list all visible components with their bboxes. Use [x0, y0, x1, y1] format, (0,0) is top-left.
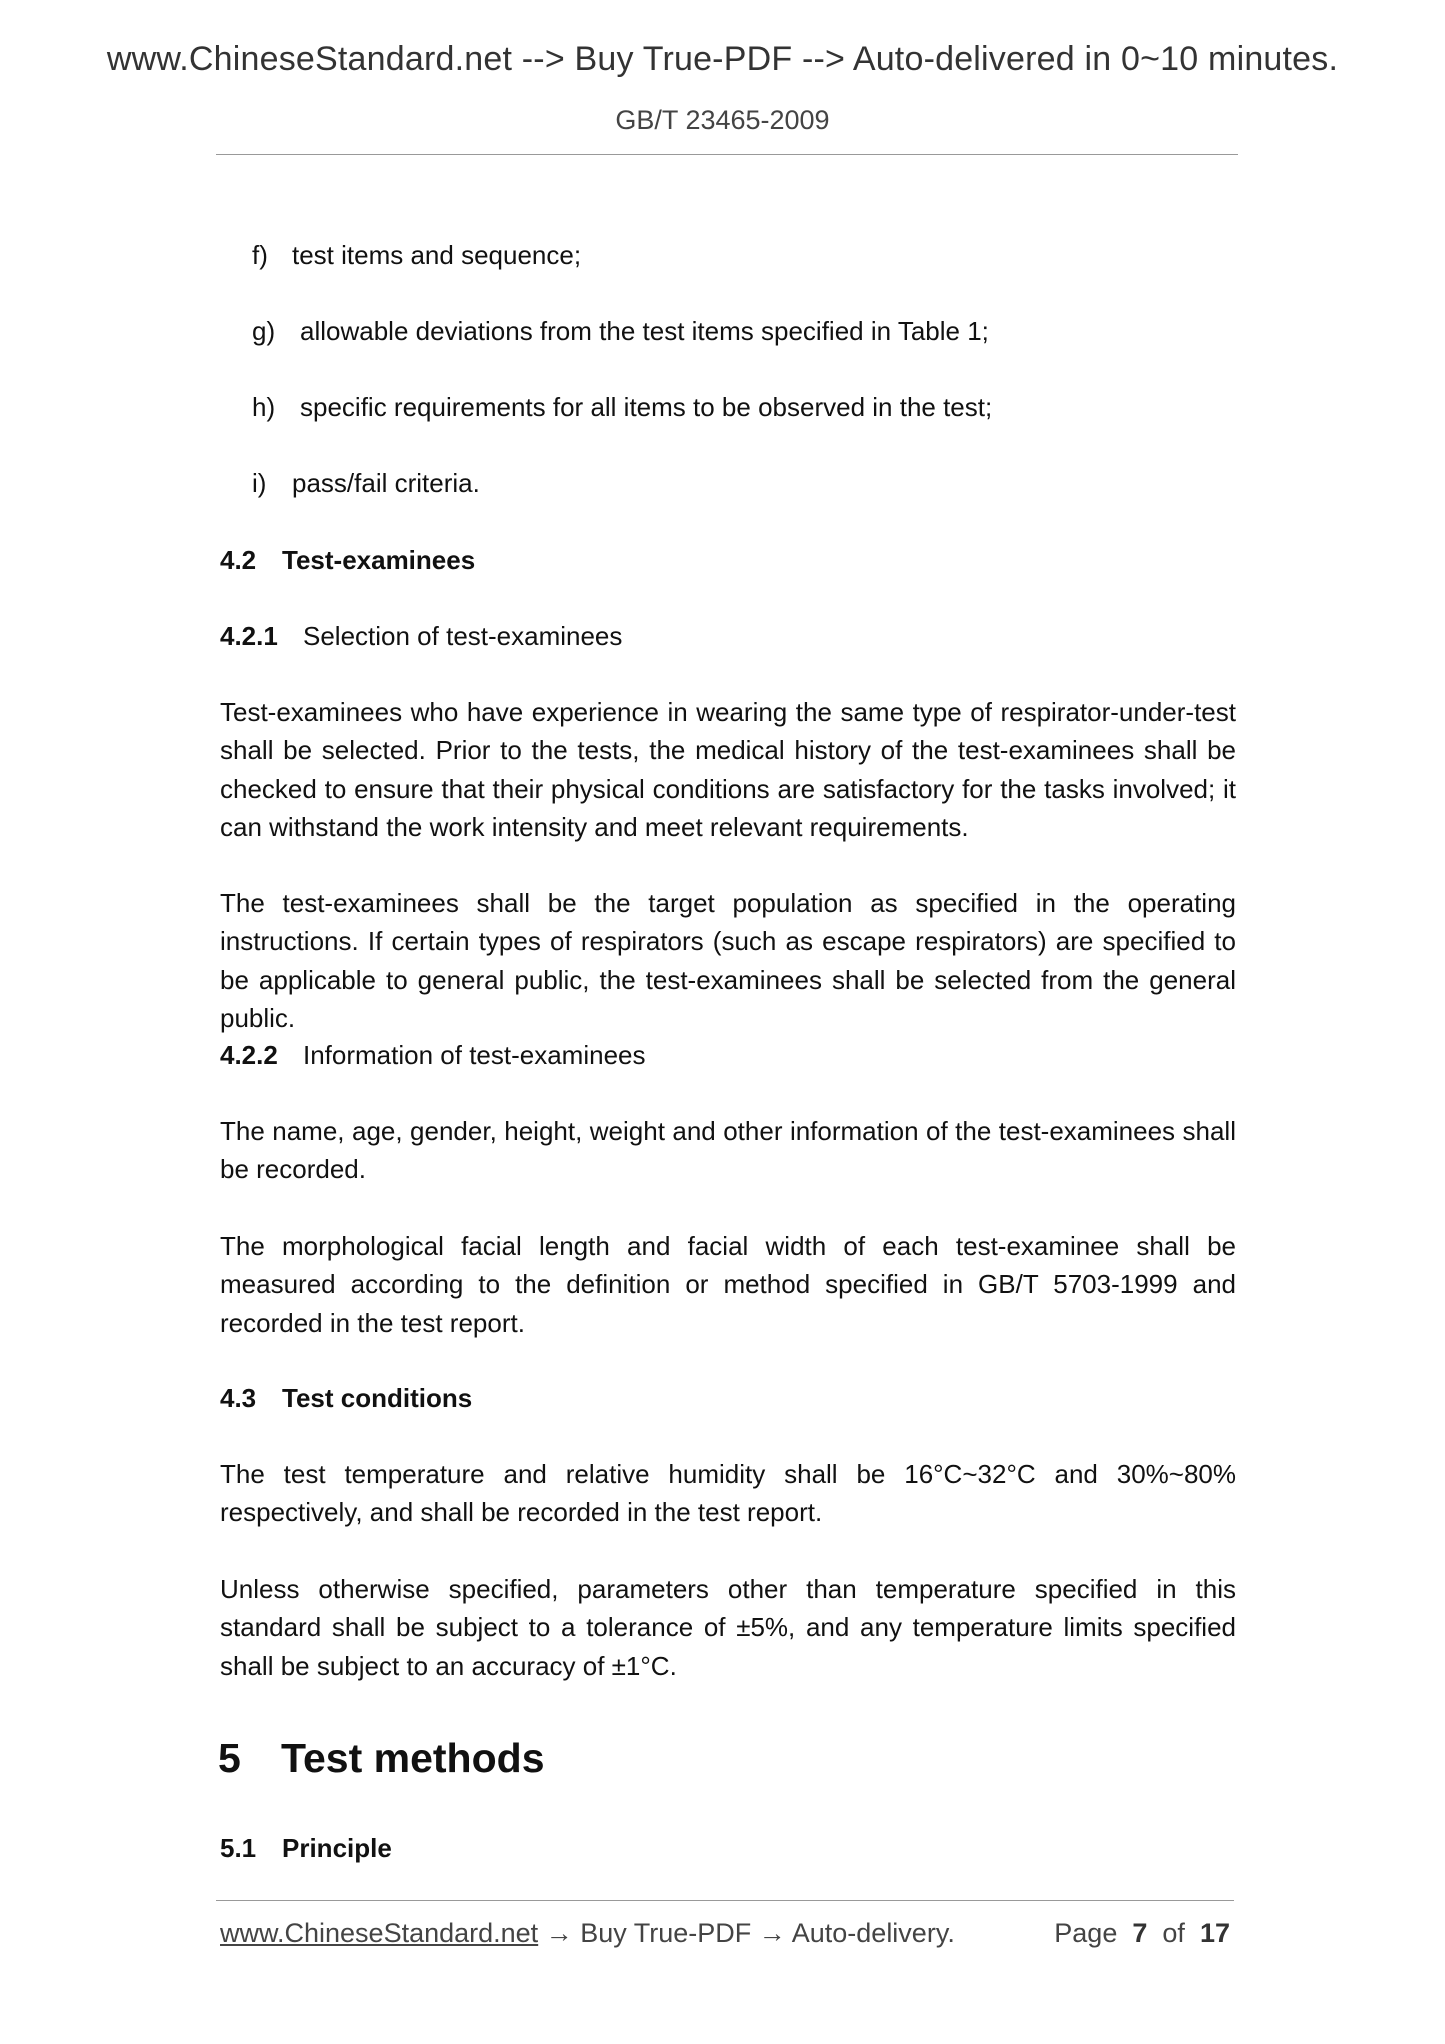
page-word: Page: [1054, 1918, 1118, 1948]
page-total: 17: [1199, 1918, 1230, 1948]
chapter-heading-5: [218, 1735, 545, 1782]
of-word: of: [1162, 1918, 1185, 1948]
list-item: [252, 468, 480, 499]
footer-divider: [216, 1900, 1234, 1901]
paragraph: The morphological facial length and facial width of each test-examinee shall be measured according to the definition or method specified in GB/T 5703-1999 and recorded in the test report.: [220, 1231, 1236, 1338]
paragraph: Test-examinees who have experience in wearing the same type of respirator-under-test shall be selected. Prior to the tests, the medical history of the test-examinees shall be checked to ensure that their physical conditions are satisfactory for the tasks involved; it can withstand the work intensity and meet relevant requirements.: [220, 697, 1236, 842]
list-text: test items and sequence;: [292, 240, 582, 270]
chapter-title: Test methods: [281, 1735, 545, 1781]
paragraph: The test-examinees shall be the target population as specified in the operating instructions. If certain types of respirators (such as escape respirators) are specified to be applicable to general public, the test-examinees shall be selected from the general public.: [220, 888, 1236, 1033]
footer-tagline: → Buy True-PDF → Auto-delivery.: [538, 1918, 955, 1948]
list-item: [252, 316, 989, 347]
section-title: Selection of test-examinees: [303, 621, 623, 651]
list-item: [252, 240, 581, 271]
section-title: Principle: [282, 1833, 392, 1863]
document-id: GB/T 23465-2009: [615, 105, 830, 135]
paragraph: Unless otherwise specified, parameters other than temperature specified in this standard shall be subject to a tolerance of ±5%, and any temperature limits specified shall be subject to an accuracy of ±1°C.: [220, 1574, 1236, 1681]
section-heading-4-3: [220, 1383, 472, 1414]
section-title: Information of test-examinees: [303, 1040, 646, 1070]
list-text: pass/fail criteria.: [292, 468, 480, 498]
section-heading-4-2: [220, 545, 475, 576]
list-marker: f): [252, 240, 268, 270]
chapter-number: 5: [218, 1735, 241, 1781]
section-number: 4.2: [220, 545, 257, 575]
list-marker: g): [252, 316, 276, 346]
list-marker: h): [252, 392, 276, 422]
paragraph: The test temperature and relative humidity shall be 16°C~32°C and 30%~80% respectively, and shall be recorded in the test report.: [220, 1459, 1236, 1528]
section-number: 4.3: [220, 1383, 257, 1413]
list-text: specific requirements for all items to be observed in the test;: [300, 392, 993, 422]
section-number: 4.2.2: [220, 1040, 278, 1070]
page-footer: [220, 1918, 1236, 1949]
section-number: 5.1: [220, 1833, 257, 1863]
section-heading-4-2-1: [220, 621, 622, 652]
section-title: Test conditions: [282, 1383, 473, 1413]
section-heading-4-2-2: [220, 1040, 646, 1071]
section-number: 4.2.1: [220, 621, 278, 651]
page-number: 7: [1132, 1918, 1148, 1948]
top-banner: www.ChineseStandard.net --> Buy True-PDF --> Auto-delivered in 0~10 minutes.: [106, 40, 1339, 78]
page-indicator: [1054, 1918, 1230, 1949]
header-divider: [216, 154, 1238, 155]
list-item: [252, 392, 992, 423]
site-link[interactable]: www.ChineseStandard.net: [220, 1918, 539, 1948]
paragraph: The name, age, gender, height, weight and other information of the test-examinees shall be recorded.: [220, 1116, 1236, 1185]
list-text: allowable deviations from the test items specified in Table 1;: [300, 316, 989, 346]
section-heading-5-1: [220, 1833, 392, 1864]
list-marker: i): [252, 468, 267, 498]
section-title: Test-examinees: [282, 545, 476, 575]
